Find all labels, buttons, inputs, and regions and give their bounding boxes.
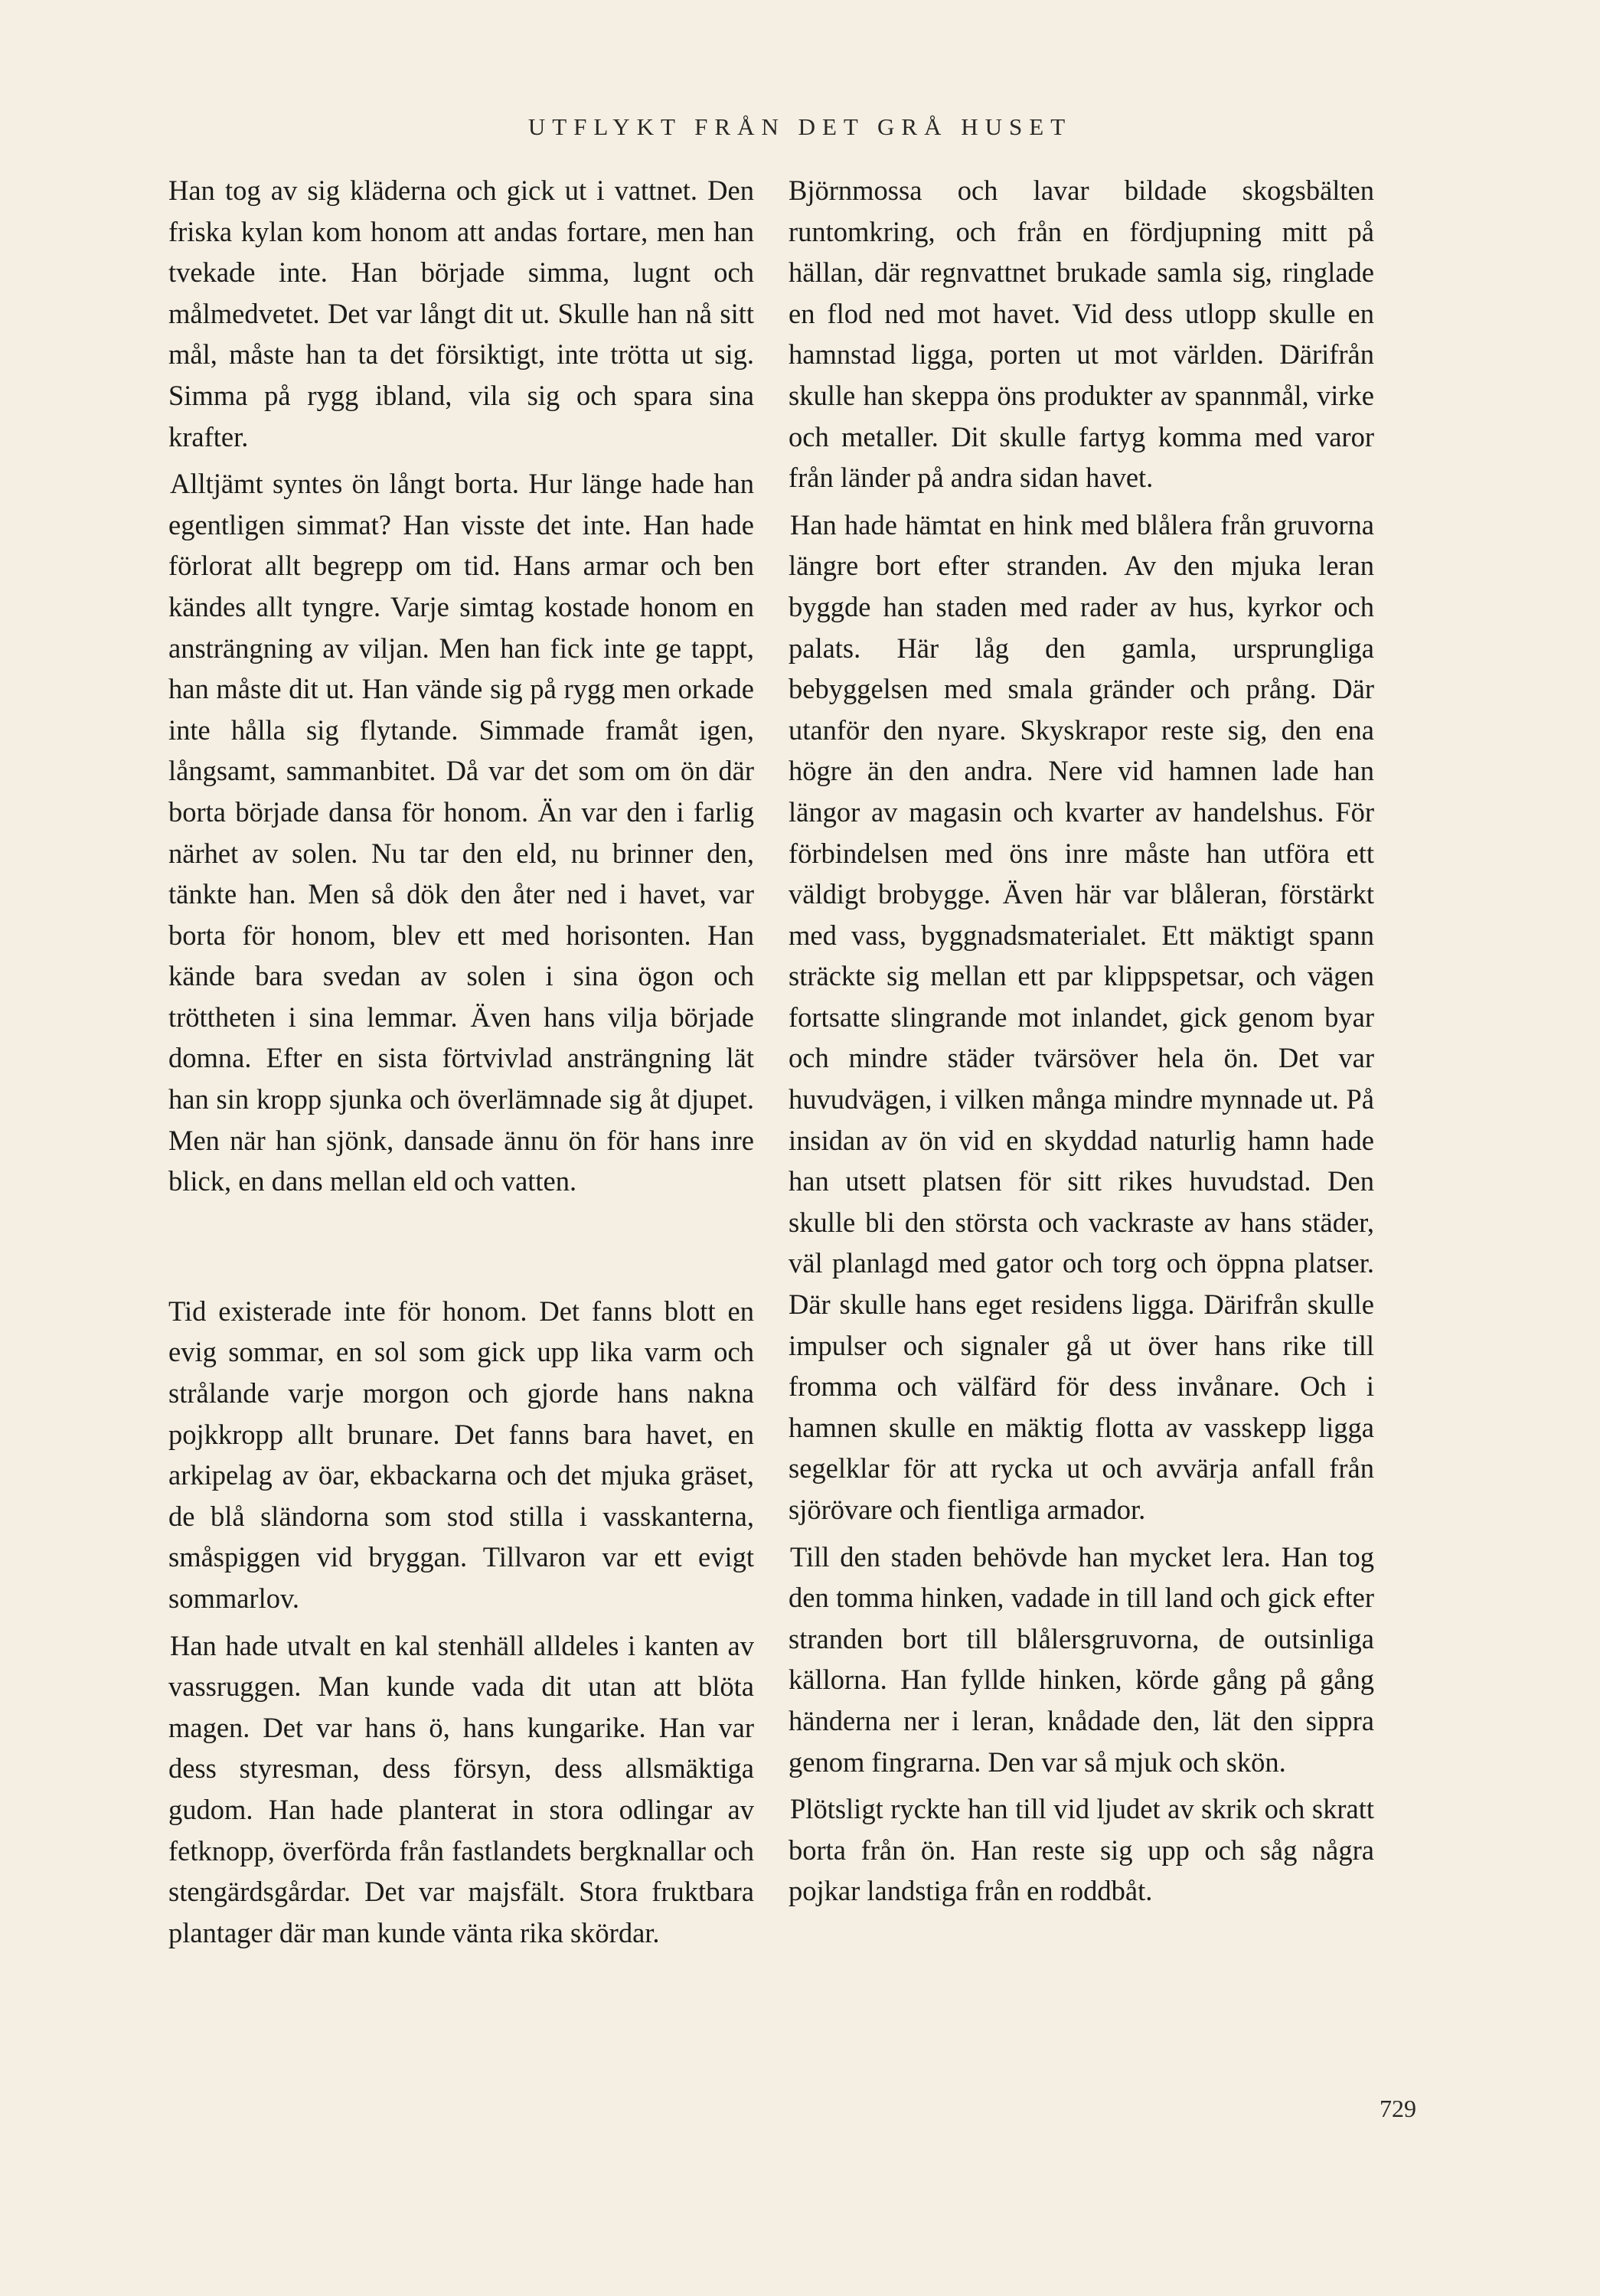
paragraph: Han hade utvalt en kal stenhäll alldeles i kanten av vassruggen. Man kunde vada dit utan att blöta magen. Det var hans ö, hans kungarike. Han var dess styresman, dess försyn, dess allsmäktiga gudom. Han hade planterat in stora odlingar av fetknopp, överförda från fastlandets bergknallar och stengärdsgårdar. Det var majsfält. Stora fruktbara plantager där man kunde vänta rika skördar. (168, 1629, 754, 1948)
paragraph: Björnmossa och lavar bildade skogsbälten runtomkring, och från en fördjupning mitt på hällan, där regnvattnet brukade samla sig, ringlade en flod ned mot havet. Vid dess utlopp skulle en hamnstad ligga, porten ut mot världen. Därifrån skulle han skeppa öns produkter av spannmål, virke och metaller. Dit skulle fartyg komma med varor från länder på andra sidan havet. (789, 175, 1374, 494)
right-column (789, 170, 1374, 1918)
section-break (168, 1208, 754, 1291)
left-column (168, 170, 754, 1959)
page-number: 729 (1380, 2095, 1416, 2122)
running-head: UTFLYKT FRÅN DET GRÅ HUSET (527, 113, 1073, 140)
paragraph: Till den staden behövde han mycket lera. Han tog den tomma hinken, vadade in till land och gick efter stranden bort till blålersgruvorna, de outsinliga källorna. Han fyllde hinken, körde gång på gång händerna ner i leran, knådade den, lät den sippra genom fingrarna. Den var så mjuk och skön. (789, 1540, 1374, 1778)
paragraph: Han hade hämtat en hink med blålera från gruvorna längre bort efter stranden. Av den mjuka leran byggde han staden med rader av hus, kyrkor och palats. Här låg den gamla, ursprungliga bebyggelsen med smala gränder och prång. Där utanför den nyare. Skyskrapor reste sig, den ena högre än den andra. Nere vid hamnen lade han längor av magasin och kvarter av handelshus. För förbindelsen med öns inre måste han utföra ett väldigt brobygge. Även här var blåleran, förstärkt med vass, byggnadsmaterialet. Ett mäktigt spann sträckte sig mellan ett par klippspetsar, och vägen fortsatte slingrande mot inlandet, gick genom byar och mindre städer tvärsöver hela ön. Det var huvudvägen, i vilken många mindre mynnade ut. På insidan av ön vid en skyddad naturlig hamn hade han utsett platsen för sitt rikes huvudstad. Den skulle bli den största och vackraste av hans städer, väl planlagd med gator och torg och öppna platser. Där skulle hans eget residens ligga. Därifrån skulle impulser och signaler gå ut över hans rike till fromma och välfärd för dess invånare. Och i hamnen skulle en mäktig flotta av vasskepp ligga segelklar för att rycka ut och avvärja anfall från sjörövare och fientliga armador. (789, 508, 1374, 1525)
paragraph: Han tog av sig kläderna och gick ut i vattnet. Den friska kylan kom honom att andas fortare, men han tvekade inte. Han började simma, lugnt och målmedvetet. Det var långt dit ut. Skulle han nå sitt mål, måste han ta det försiktigt, inte trötta ut sig. Simma på rygg ibland, vila sig och spara sina krafter. (168, 175, 754, 452)
paragraph: Plötsligt ryckte han till vid ljudet av skrik och skratt borta från ön. Han reste sig upp och såg några pojkar landstiga från en roddbåt. (789, 1793, 1374, 1907)
paragraph: Alltjämt syntes ön långt borta. Hur länge hade han egentligen simmat? Han visste det inte. Han hade förlorat allt begrepp om tid. Hans armar och ben kändes allt tyngre. Varje simtag kostade honom en ansträngning av viljan. Men han fick inte ge tappt, han måste dit ut. Han vände sig på rygg men orkade inte hålla sig flytande. Simmade framåt igen, långsamt, sammanbitet. Då var det som om ön där borta började dansa för honom. Än var den i farlig närhet av solen. Nu tar den eld, nu brinner den, tänkte han. Men så dök den åter ned i havet, var borta för honom, blev ett med horisonten. Han kände bara svedan av solen i sina ögon och tröttheten i sina lemmar. Även hans vilja började domna. Efter en sista förtvivlad ansträngning lät han sin kropp sjunka och överlämnade sig åt djupet. Men när han sjönk, dansade ännu ön för hans inre blick, en dans mellan eld och vatten. (168, 468, 754, 1197)
paragraph: Tid existerade inte för honom. Det fanns blott en evig sommar, en sol som gick upp lika varm och strålande varje morgon och gjorde hans nakna pojkkropp allt brunare. Det fanns bara havet, en arkipelag av öar, ekbackarna och det mjuka gräset, de blå sländorna som stod stilla i vasskanterna, småspiggen vid bryggan. Tillvaron var ett evigt sommarlov. (168, 1295, 754, 1614)
